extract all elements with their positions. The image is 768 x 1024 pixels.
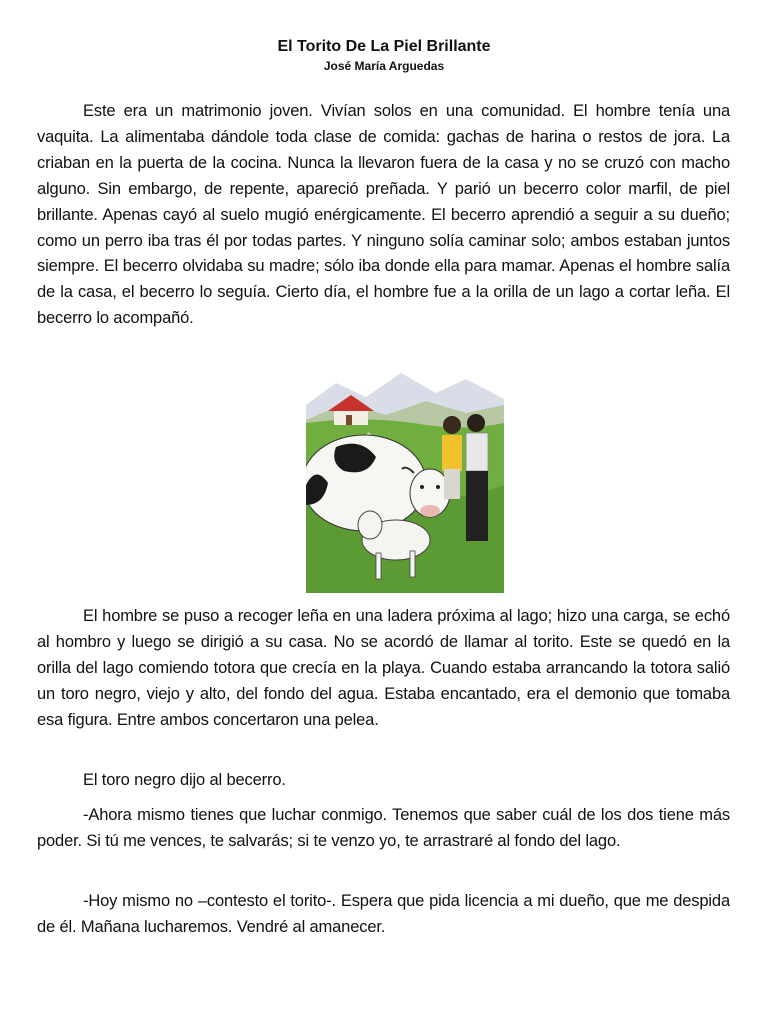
cow-calf-couple-illustration xyxy=(306,365,504,593)
document-title: El Torito De La Piel Brillante xyxy=(277,38,491,55)
paragraph-2: El hombre se puso a recoger leña en una ladera próxima al lago; hizo una carga, se echó al hombro y luego se dirigió a su casa. No se acordó de llamar al torito. Este se quedó en la orilla del lago comiendo totora que crecía en la playa. Cuando estaba arrancando la totora salió un toro negro, viejo y alto, del fondo del agua. Estaba encantado, era el demonio que tomaba esa figura. Entre ambos concertaron una pelea. xyxy=(37,607,730,729)
paragraph-3: El toro negro dijo al becerro. xyxy=(83,771,286,789)
document-author: José María Arguedas xyxy=(323,59,445,73)
paragraph-4: -Ahora mismo tienes que luchar conmigo. Tenemos que saber cuál de los dos tiene más poder. Si tú me vences, te salvarás; si te venzo yo, te arrastraré al fondo del lago. xyxy=(37,806,730,850)
paragraph-1: Este era un matrimonio joven. Vivían solos en una comunidad. El hombre tenía una vaquita. La alimentaba dándole toda clase de comida: gachas de harina o restos de jora. La criaban en la puerta de la cocina. Nunca la llevaron fuera de la casa y no se cruzó con macho alguno. Sin embargo, de repente, apareció preñada. Y parió un becerro color marfil, de piel brillante. Apenas cayó al suelo mugió enérgicamente. El becerro aprendió a seguir a su dueño; como un perro iba tras él por todas partes. Y ninguno solía caminar solo; ambos estaban juntos siempre. El becerro olvidaba su madre; sólo iba donde ella para mamar. Apenas el hombre salía de la casa, el becerro lo seguía. Cierto día, el hombre fue a la orilla de un lago a cortar leña. El becerro lo acompañó. xyxy=(37,102,730,328)
paragraph-5: -Hoy mismo no –contesto el torito-. Espera que pida licencia a mi dueño, que me despida de él. Mañana lucharemos. Vendré al amanecer. xyxy=(37,892,730,936)
